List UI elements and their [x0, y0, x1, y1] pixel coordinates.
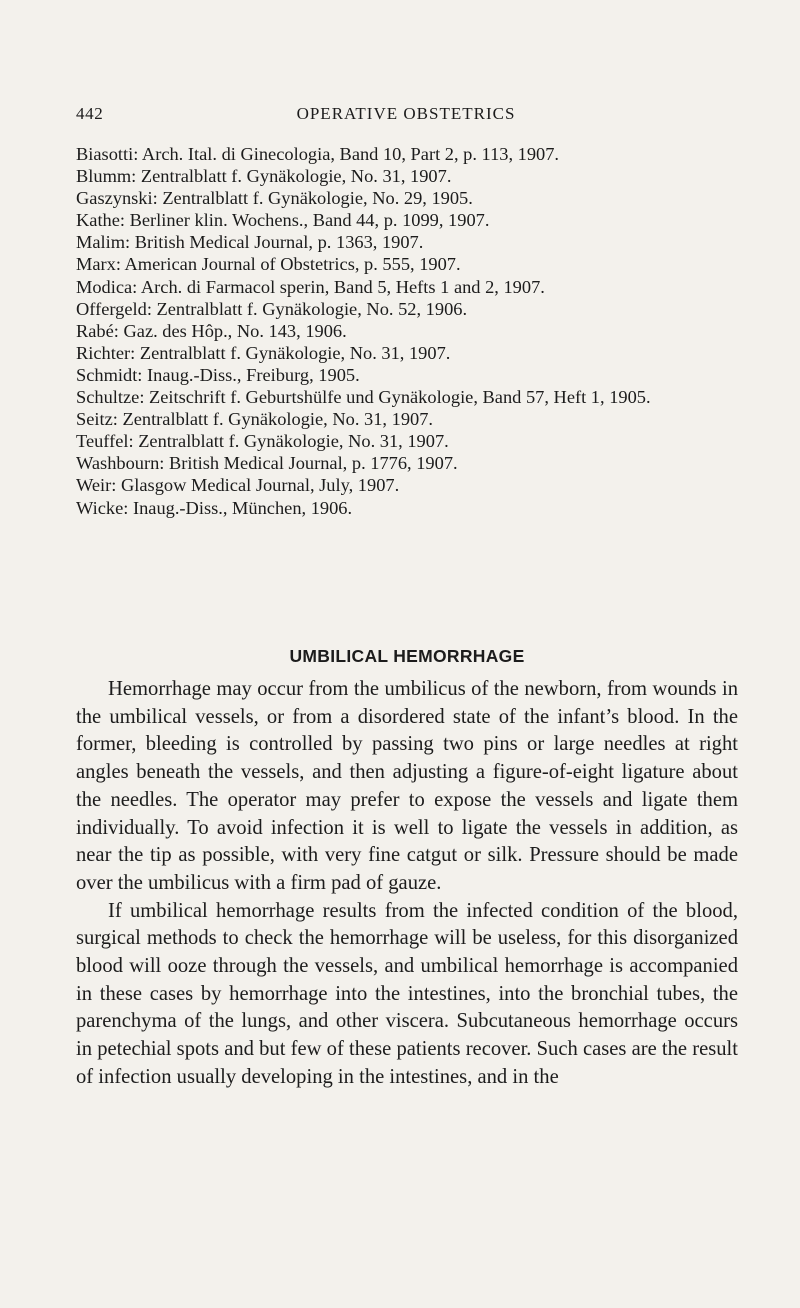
- reference-item: Kathe: Berliner klin. Wochens., Band 44, p. 1099, 1907.: [76, 210, 490, 231]
- reference-item: Offergeld: Zentralblatt f. Gynäkologie, No. 52, 1906.: [76, 298, 468, 319]
- running-title: OPERATIVE OBSTETRICS: [296, 104, 516, 123]
- reference-item: Biasotti: Arch. Ital. di Ginecologia, Band 10, Part 2, p. 113, 1907.: [76, 144, 560, 164]
- reference-item: Modica: Arch. di Farmacol sperin, Band 5, Hefts 1 and 2, 1907.: [76, 276, 545, 297]
- reference-item: Malim: British Medical Journal, p. 1363, 1907.: [76, 232, 424, 253]
- reference-item: Wicke: Inaug.-Diss., München, 1906.: [76, 497, 353, 518]
- reference-item: Schultze: Zeitschrift f. Geburtshülfe und Gynäkologie, Band 57, Heft 1, 1905.: [76, 387, 651, 408]
- section-heading: UMBILICAL HEMORRHAGE: [289, 646, 525, 666]
- reference-item: Rabé: Gaz. des Hôp., No. 143, 1906.: [76, 320, 347, 341]
- reference-item: Richter: Zentralblatt f. Gynäkologie, No. 31, 1907.: [76, 342, 451, 363]
- reference-item: Marx: American Journal of Obstetrics, p. 555, 1907.: [76, 254, 461, 275]
- body-paragraph: If umbilical hemorrhage results from the infected condition of the blood, surgical methods to check the hemorrhage will be useless, for this disorganized blood will ooze through the vessels, and umbilical hemorrhage is accompanied in these cases by hemorrhage into the intestines, into the bronchial tubes, the parenchyma of the lungs, and other viscera. Subcutaneous hemorrhage occurs in petechial spots and but few of these patients recover. Such cases are the result of infection usually developing in the intestines, and in the: [76, 899, 738, 1088]
- section-body: [76, 676, 738, 1092]
- running-head: [76, 104, 736, 128]
- reference-item: Blumm: Zentralblatt f. Gynäkologie, No. 31, 1907.: [76, 166, 452, 187]
- reference-item: Washbourn: British Medical Journal, p. 1776, 1907.: [76, 453, 458, 474]
- reference-item: Weir: Glasgow Medical Journal, July, 1907.: [76, 475, 400, 496]
- reference-item: Seitz: Zentralblatt f. Gynäkologie, No. 31, 1907.: [76, 409, 434, 430]
- reference-list: [76, 143, 738, 519]
- page-number: 442: [76, 104, 104, 123]
- reference-item: Teuffel: Zentralblatt f. Gynäkologie, No. 31, 1907.: [76, 431, 449, 452]
- body-paragraph: Hemorrhage may occur from the umbilicus of the newborn, from wounds in the umbilical vessels, or from a disordered state of the infant’s blood. In the former, bleeding is controlled by passing two pins or large needles at right angles beneath the vessels, and then adjusting a figure-of-eight ligature about the needles. The operator may prefer to expose the vessels and ligate them individually. To avoid infection it is well to ligate the vessels in addition, as near the tip as possible, with very fine catgut or silk. Pressure should be made over the umbilicus with a firm pad of gauze.: [76, 678, 738, 894]
- reference-item: Schmidt: Inaug.-Diss., Freiburg, 1905.: [76, 364, 360, 385]
- reference-item: Gaszynski: Zentralblatt f. Gynäkologie, No. 29, 1905.: [76, 188, 473, 209]
